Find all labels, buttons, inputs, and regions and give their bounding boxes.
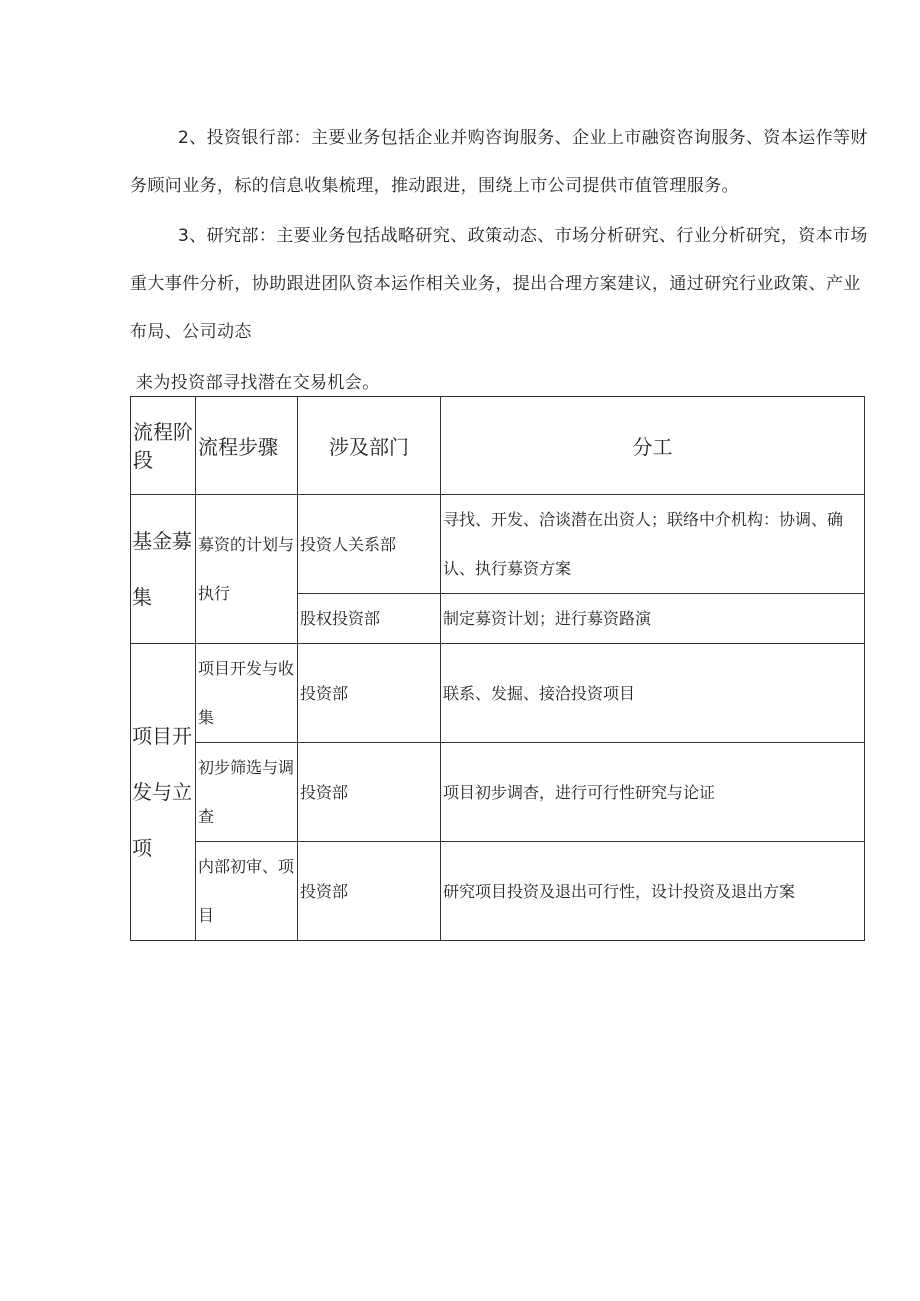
work-cell: 制定募资计划；进行募资路演: [441, 594, 865, 644]
step-cell: 项目开发与收集: [196, 644, 298, 743]
table-row: [131, 644, 865, 743]
header-department: 涉及部门: [298, 397, 441, 495]
step-cell: 内部初审、项目: [196, 842, 298, 941]
work-cell: 寻找、开发、洽谈潜在出资人；联络中介机构：协调、确认、执行募资方案: [441, 495, 865, 594]
department-cell: 股权投资部: [298, 594, 441, 644]
department-cell: 投资部: [298, 743, 441, 842]
process-table: [130, 396, 865, 941]
stage-cell: 基金募集: [131, 495, 196, 644]
table-header-row: [131, 397, 865, 495]
paragraph-text: 、投资银行部：主要业务包括企业并购咨询服务、企业上市融资咨询服务、资本运作等财务顾问业务，标的信息收集梳理，推动跟进，围绕上市公司提供市值管理服务。: [130, 128, 868, 196]
table-row: [131, 743, 865, 842]
header-step: 流程步骤: [196, 397, 298, 495]
paragraph-investment-banking: [130, 114, 870, 210]
step-cell: 初步筛选与调查: [196, 743, 298, 842]
stage-cell: 项目开发与立项: [131, 644, 196, 941]
table-row: [131, 495, 865, 594]
header-stage: 流程阶段: [131, 397, 196, 495]
paragraph-text: 、研究部：主要业务包括战略研究、政策动态、市场分析研究、行业分析研究，资本市场重大事件分析，协助跟进团队资本运作相关业务，提出合理方案建议，通过研究行业政策、产业布局、公司动态: [130, 226, 868, 342]
department-cell: 投资部: [298, 644, 441, 743]
work-cell: 项目初步调杳，进行可行性研究与论证: [441, 743, 865, 842]
paragraph-research: [130, 212, 870, 356]
department-cell: 投资人关系部: [298, 495, 441, 594]
work-cell: 研究项目投资及退出可行性，设计投资及退出方案: [441, 842, 865, 941]
table-row: [131, 842, 865, 941]
paragraph-number: 2: [178, 128, 190, 148]
department-cell: 投资部: [298, 842, 441, 941]
paragraph-number: 3: [178, 226, 190, 246]
step-cell: 募资的计划与执行: [196, 495, 298, 644]
header-work: 分工: [441, 397, 865, 495]
paragraph-continuation: 来为投资部寻找潜在交易机会。: [136, 373, 380, 393]
work-cell: 联系、发掘、接洽投资项目: [441, 644, 865, 743]
